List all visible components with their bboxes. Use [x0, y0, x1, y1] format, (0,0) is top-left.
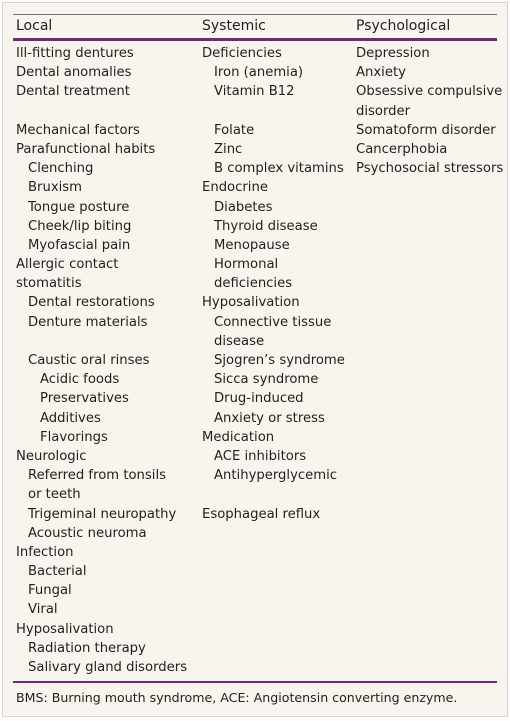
table-cell-text: Dental restorations	[28, 295, 155, 311]
table-cell-text: Salivary gland disorders	[28, 660, 188, 675]
table-cell-text: Anxiety	[356, 65, 406, 81]
table-cell-text: Hyposalivation	[202, 295, 300, 311]
table-cell-text: Acidic foods	[40, 372, 120, 388]
table-cell-text: Denture materials	[28, 314, 148, 330]
column-psychological	[356, 44, 503, 178]
table-cell-text: Neurologic	[16, 448, 87, 464]
table-cell-text: Mechanical factors	[16, 122, 140, 138]
table-cell-text: Myofascial pain	[28, 237, 131, 253]
table-cell-text: Connective tissue	[214, 314, 332, 330]
table-cell-text: Endocrine	[202, 180, 268, 196]
table-cell-text: Diabetes	[214, 199, 273, 215]
table-cell-text	[202, 485, 345, 504]
footnote: BMS: Burning mouth syndrome, ACE: Angiotensin converting enzyme.	[16, 690, 458, 705]
table-cell-text: or teeth	[28, 487, 81, 503]
table-cell-text: Referred from tonsils	[28, 468, 166, 484]
table-cell-text: Parafunctional habits	[16, 141, 156, 157]
table-cell-text: Deficiencies	[202, 46, 282, 61]
table-cell-text: Antihyperglycemic	[214, 468, 338, 484]
table-cell-text: Somatoform disorder	[356, 122, 496, 138]
table-cell-text: Sjogren’s syndrome	[214, 353, 345, 368]
table-cell-text: stomatitis	[16, 276, 82, 292]
table-cell-text: disorder	[356, 103, 411, 119]
table-cell-text: Bruxism	[28, 180, 83, 196]
table-cell-text: Infection	[16, 544, 74, 560]
table-cell-text: Sicca syndrome	[214, 372, 319, 388]
column-header-local: Local	[16, 18, 53, 34]
table-cell-text: Zinc	[214, 141, 243, 157]
table-cell-text: Thyroid disease	[214, 218, 318, 234]
table-cell-text: Dental treatment	[16, 84, 130, 100]
table-cell-text: Acoustic neuroma	[28, 525, 147, 541]
table-cell-text: Iron (anemia)	[214, 65, 304, 81]
table-cell-text: Allergic contact	[16, 257, 119, 273]
table-top-rule	[13, 14, 497, 15]
table-cell-text: Cancerphobia	[356, 141, 448, 157]
header-rule	[13, 38, 497, 41]
table-cell-text: Psychosocial stressors	[356, 161, 504, 177]
table-cell-text: Anxiety or stress	[214, 410, 325, 426]
table-cell-text: Caustic oral rinses	[28, 353, 150, 368]
table-cell-text: Cheek/lip biting	[28, 218, 132, 234]
table-cell-text: Bacterial	[28, 564, 87, 580]
table-cell-text: Preservatives	[40, 391, 129, 407]
table-cell-text: Radiation therapy	[28, 640, 146, 656]
table-cell-text: Hormonal	[214, 257, 279, 273]
table-cell-text	[16, 102, 187, 121]
table-cell-text	[202, 102, 345, 121]
column-header-systemic: Systemic	[202, 18, 266, 34]
table-cell-text: Vitamin B12	[214, 84, 295, 100]
table-cell-text: Tongue posture	[28, 199, 130, 215]
table-cell-text: disease	[214, 333, 265, 349]
table-cell-text: Clenching	[28, 161, 94, 177]
table-cell-text: Viral	[28, 602, 58, 618]
table-cell-text: Menopause	[214, 237, 290, 253]
table-cell-text: Flavorings	[40, 429, 108, 445]
table-cell-text	[16, 332, 187, 351]
table-cell-text: Fungal	[28, 583, 72, 599]
table-cell-text: deficiencies	[214, 276, 293, 292]
table-cell-text: Ill-fitting dentures	[16, 46, 134, 61]
table-bottom-rule	[13, 681, 497, 683]
table-panel	[2, 2, 508, 717]
column-header-psychological: Psychological	[356, 18, 451, 34]
table-cell-text: Trigeminal neuropathy	[28, 506, 177, 522]
column-local	[16, 44, 187, 677]
table-cell-text: Folate	[214, 122, 255, 138]
column-systemic	[202, 44, 345, 524]
table-cell-text: Obsessive compulsive	[356, 84, 503, 100]
table-cell-text: Medication	[202, 429, 275, 445]
table-cell-text: Dental anomalies	[16, 65, 132, 81]
table-cell-text: Esophageal reflux	[202, 506, 321, 522]
table-cell-text: Additives	[40, 410, 101, 426]
table-cell-text: Drug-induced	[214, 391, 304, 407]
table-cell-text: B complex vitamins	[214, 161, 344, 177]
table-cell-text: Depression	[356, 46, 430, 61]
table-cell-text: Hyposalivation	[16, 621, 114, 637]
table-cell-text: ACE inhibitors	[214, 448, 307, 464]
